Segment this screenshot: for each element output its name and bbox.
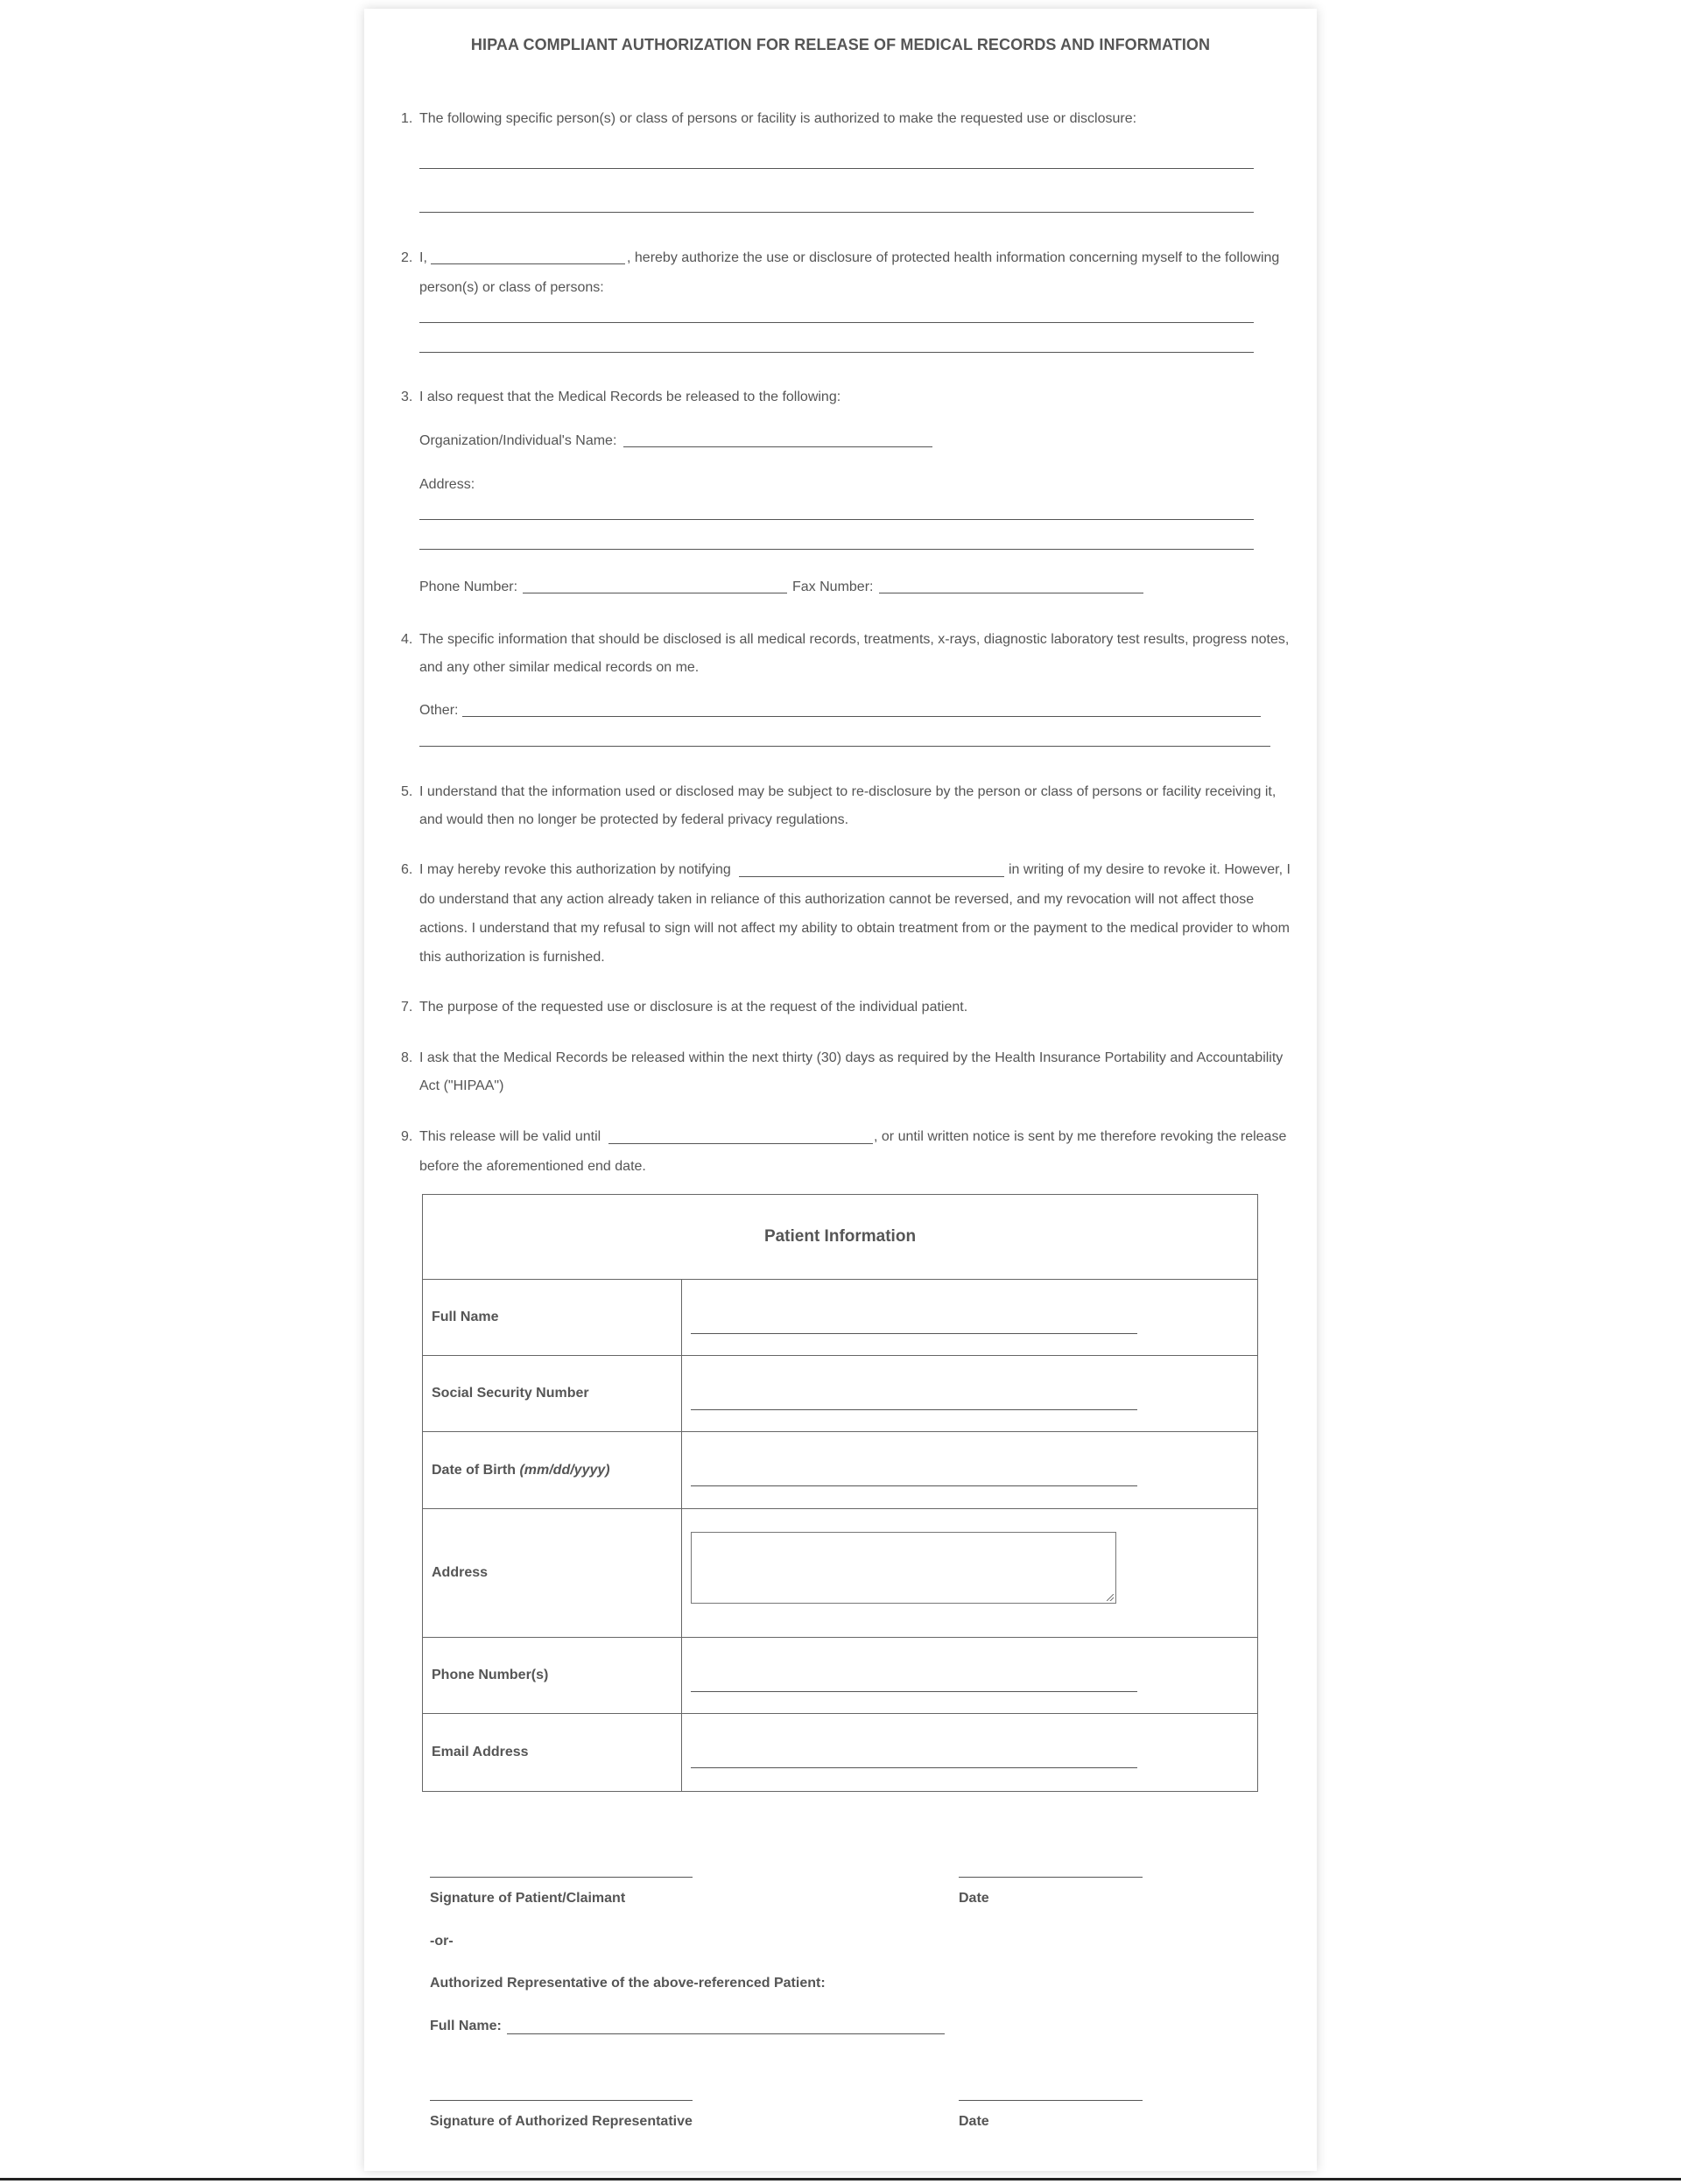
- table-row: [423, 1280, 1257, 1356]
- form-page: [364, 9, 1317, 2171]
- patient-information-table: [422, 1194, 1258, 1792]
- item-number-5: 5.: [401, 784, 413, 799]
- item-3-text: I also request that the Medical Records be released to the following:: [419, 390, 841, 404]
- patient-signature-line[interactable]: [430, 1877, 693, 1878]
- email-address-cell: [682, 1714, 1257, 1791]
- phone-numbers-field[interactable]: [691, 1691, 1137, 1692]
- ssn-label: Social Security Number: [423, 1356, 682, 1431]
- address-cell: [682, 1509, 1257, 1637]
- item-number-1: 1.: [401, 111, 413, 126]
- item-6-text-b: in writing of my desire to revoke it. However, I: [1009, 862, 1291, 877]
- phone-numbers-cell: [682, 1638, 1257, 1713]
- full-name-label: Full Name: [423, 1280, 682, 1355]
- item-number-4: 4.: [401, 632, 413, 647]
- or-separator: -or-: [430, 1934, 454, 1949]
- valid-until-line[interactable]: [608, 1143, 873, 1144]
- patient-signature-label: Signature of Patient/Claimant: [430, 1891, 626, 1906]
- address-label: Address:: [419, 477, 475, 492]
- address-textarea[interactable]: [691, 1532, 1116, 1604]
- item-6-text-a: I may hereby revoke this authorization by notifying: [419, 862, 731, 877]
- item-9-text-b: , or until written notice is sent by me therefore revoking the release: [874, 1129, 1287, 1144]
- table-row: [423, 1638, 1257, 1714]
- address-line-2[interactable]: [419, 549, 1254, 550]
- dob-field[interactable]: [691, 1485, 1137, 1486]
- item-number-9: 9.: [401, 1129, 413, 1144]
- item-2-line-2[interactable]: [419, 352, 1254, 353]
- item-2-line-1[interactable]: [419, 322, 1254, 323]
- item-1-line-1[interactable]: [419, 168, 1254, 169]
- fax-number-label: Fax Number:: [792, 579, 874, 594]
- rep-signature-label: Signature of Authorized Representative: [430, 2114, 693, 2129]
- item-number-7: 7.: [401, 1000, 413, 1015]
- item-number-8: 8.: [401, 1050, 413, 1065]
- item-2-name-line[interactable]: [431, 263, 625, 264]
- table-row: [423, 1509, 1257, 1638]
- item-1-text: The following specific person(s) or class of persons or facility is authorized to make the requested use or disclosure:: [419, 111, 1137, 126]
- dob-label-cell: [423, 1432, 682, 1508]
- full-name-cell: [682, 1280, 1257, 1355]
- item-6-text-e: this authorization is furnished.: [419, 950, 605, 965]
- patient-information-heading: Patient Information: [423, 1195, 1257, 1280]
- revoke-notify-line[interactable]: [739, 876, 1004, 877]
- dob-format-hint: (mm/dd/yyyy): [519, 1462, 610, 1478]
- org-name-label: Organization/Individual's Name:: [419, 433, 617, 448]
- patient-date-label: Date: [959, 1891, 989, 1906]
- form-title: HIPAA COMPLIANT AUTHORIZATION FOR RELEASE OF MEDICAL RECORDS AND INFORMATION: [470, 36, 1211, 53]
- item-1-line-2[interactable]: [419, 212, 1254, 213]
- item-number-3: 3.: [401, 390, 413, 404]
- other-line-1[interactable]: [462, 716, 1261, 717]
- item-4-text-b: and any other similar medical records on me.: [419, 660, 700, 675]
- rep-date-label: Date: [959, 2114, 989, 2129]
- phone-number-label: Phone Number:: [419, 579, 518, 594]
- email-address-field[interactable]: [691, 1767, 1137, 1768]
- item-number-6: 6.: [401, 862, 413, 877]
- bottom-border: [0, 2178, 1681, 2180]
- ssn-cell: [682, 1356, 1257, 1431]
- item-7-text: The purpose of the requested use or disclosure is at the request of the individual patient.: [419, 1000, 968, 1015]
- ssn-field[interactable]: [691, 1409, 1137, 1410]
- item-8-text-b: Act ("HIPAA"): [419, 1078, 504, 1093]
- item-6-text-c: do understand that any action already taken in reliance of this authorization cannot be reversed, and my revocation will not affect those: [419, 892, 1255, 907]
- rep-date-line[interactable]: [959, 2100, 1143, 2101]
- item-4-text-a: The specific information that should be disclosed is all medical records, treatments, x-rays, diagnostic laboratory test results, progress notes,: [419, 632, 1290, 647]
- item-6-text-d: actions. I understand that my refusal to sign will not affect my ability to obtain treatment from or the payment to the medical provider to whom: [419, 921, 1290, 936]
- email-address-label: Email Address: [423, 1714, 682, 1791]
- table-row: [423, 1356, 1257, 1432]
- table-row: [423, 1714, 1257, 1791]
- item-8-text-a: I ask that the Medical Records be released within the next thirty (30) days as required by the Health Insurance Portability and Accountability: [419, 1050, 1284, 1065]
- address-label-patient: Address: [423, 1509, 682, 1637]
- rep-full-name-label: Full Name:: [430, 2019, 502, 2033]
- item-2-text-c: person(s) or class of persons:: [419, 280, 604, 295]
- org-name-line[interactable]: [623, 446, 932, 447]
- item-9-text-c: before the aforementioned end date.: [419, 1159, 646, 1174]
- authorized-representative-heading: Authorized Representative of the above-referenced Patient:: [430, 1976, 826, 1991]
- item-number-2: 2.: [401, 250, 413, 265]
- item-2-text-b: , hereby authorize the use or disclosure of protected health information concerning myself to the following: [627, 250, 1280, 265]
- resize-handle-icon[interactable]: [1107, 1594, 1114, 1601]
- rep-full-name-line[interactable]: [507, 2033, 945, 2034]
- item-2-text-a: I,: [419, 250, 427, 265]
- full-name-field[interactable]: [691, 1333, 1137, 1334]
- other-line-2[interactable]: [419, 746, 1270, 747]
- dob-cell: [682, 1432, 1257, 1508]
- table-row: [423, 1432, 1257, 1509]
- item-9-text-a: This release will be valid until: [419, 1129, 601, 1144]
- patient-date-line[interactable]: [959, 1877, 1143, 1878]
- item-5-text-b: and would then no longer be protected by federal privacy regulations.: [419, 812, 849, 827]
- phone-numbers-label: Phone Number(s): [423, 1638, 682, 1713]
- dob-label: Date of Birth: [432, 1462, 516, 1478]
- address-line-1[interactable]: [419, 519, 1254, 520]
- item-5-text-a: I understand that the information used or disclosed may be subject to re-disclosure by the person or class of persons or facility receiving it,: [419, 784, 1277, 799]
- rep-signature-line[interactable]: [430, 2100, 693, 2101]
- other-label: Other:: [419, 703, 459, 718]
